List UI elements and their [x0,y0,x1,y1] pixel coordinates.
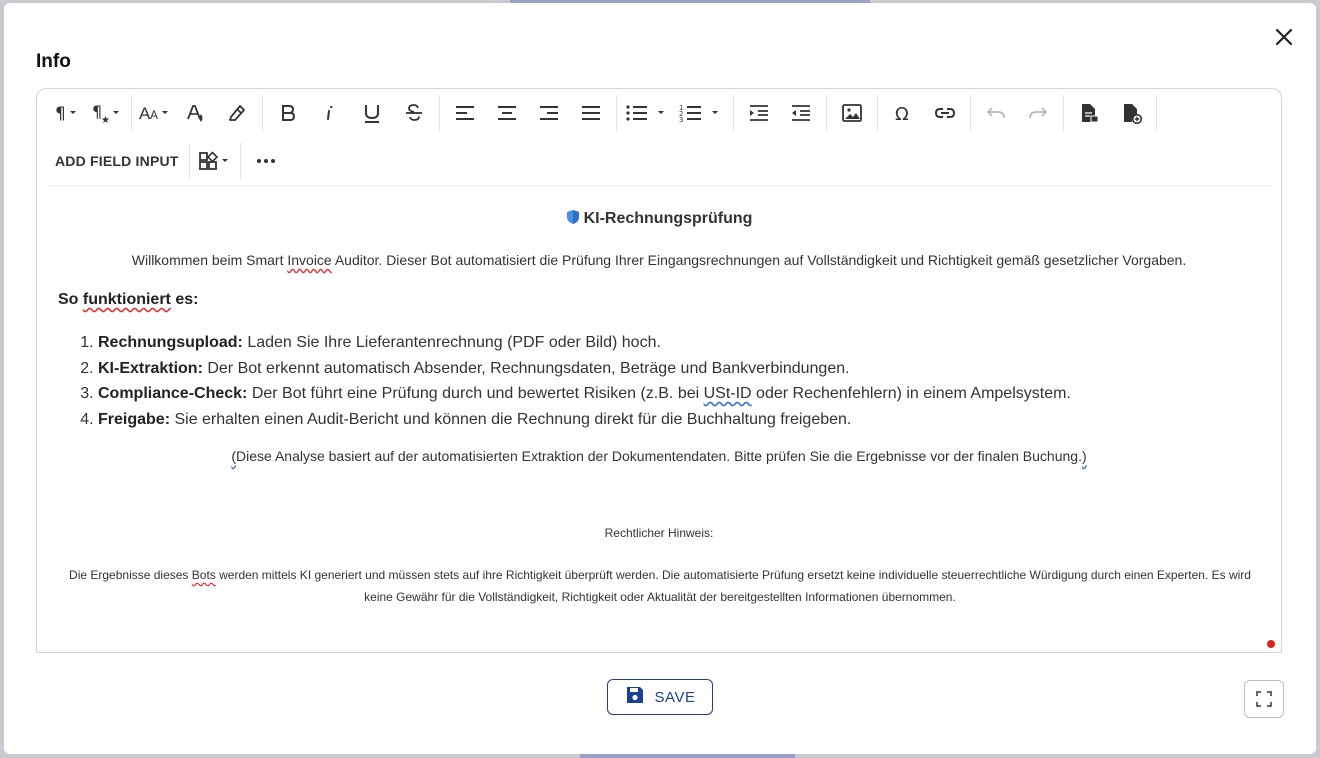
list-item [98,381,1071,407]
toolbar-separator [439,95,440,131]
shield-icon [566,209,580,230]
intro-text: Auditor. Dieser Bot automatisiert die Prüfung Ihrer Eingangsrechnungen auf Vollständigkeit und Richtigkeit gemäß gesetzlicher Vorgaben. [331,252,1187,268]
legal-title: Rechtlicher Hinweis: [604,526,714,540]
spellcheck-word: Invoice [287,252,332,268]
dialog-title: Info [36,51,71,72]
align-center-icon[interactable] [486,95,528,131]
strikethrough-icon[interactable] [393,95,435,131]
svg-text:3: 3 [679,116,684,123]
legal-text [67,564,1253,608]
step-label: Rechnungsupload: [98,334,243,351]
bold-icon[interactable] [267,95,309,131]
svg-text:A: A [139,104,151,123]
bullet-list-icon[interactable] [621,95,675,131]
special-character-icon[interactable] [882,95,924,131]
howto-text: es: [170,291,199,308]
toolbar-separator [1156,95,1157,131]
step-label: Compliance-Check: [98,385,248,402]
toolbar-separator [189,143,190,179]
add-document-icon[interactable] [1110,95,1152,131]
background-strip-bottom [580,754,795,758]
svg-text:Ω: Ω [895,104,909,123]
howto-text: So [58,291,83,308]
steps-list [58,330,1071,432]
link-icon[interactable] [924,95,966,131]
step-text: oder Rechenfehlern) in einem Ampelsystem. [751,385,1071,402]
highlight-icon[interactable] [216,95,258,131]
toolbar-separator [826,95,827,131]
font-size-icon[interactable] [136,95,176,131]
text-color-icon[interactable] [176,95,216,131]
spellcheck-word: funktioniert [82,291,171,308]
toolbar-separator [131,95,132,131]
toolbar-divider [47,185,1273,186]
analysis-note [37,448,1281,464]
toolbar-separator [1063,95,1064,131]
info-dialog [4,3,1316,754]
add-field-input-button[interactable]: ADD FIELD INPUT [55,153,179,169]
step-label: KI-Extraktion: [98,359,203,377]
intro-text: Willkommen beim Smart [131,252,288,268]
step-text: Der Bot führt eine Prüfung durch und bewertet Risiken (z.B. bei [247,385,704,402]
rich-text-editor [36,88,1282,653]
spellcheck-word: Bots [191,568,216,582]
indent-icon[interactable] [738,95,780,131]
svg-text:A: A [150,108,159,122]
fullscreen-icon[interactable] [1244,680,1284,718]
paragraph-style-icon[interactable] [87,95,127,131]
svg-text:¶: ¶ [92,102,103,121]
align-justify-icon[interactable] [570,95,612,131]
italic-icon[interactable] [309,95,351,131]
toolbar-separator [262,95,263,131]
widgets-icon[interactable] [194,143,236,179]
step-text: Laden Sie Ihre Lieferantenrechnung (PDF oder Bild) hoch. [242,334,661,351]
note-paren: ( [231,448,237,464]
svg-text:★: ★ [101,115,110,124]
toolbar-separator [970,95,971,131]
legal-text-part: Die Ergebnisse dieses [69,568,192,582]
step-label: Freigabe: [98,410,171,428]
svg-text:1: 1 [679,104,684,112]
step-text: Sie erhalten einen Audit-Bericht und können die Rechnung direkt für die Buchhaltung freigeben. [170,410,852,428]
toolbar-separator [616,95,617,131]
save-button[interactable] [607,679,713,715]
close-icon[interactable] [1272,25,1296,49]
list-item [98,356,1071,382]
note-paren: ) [1081,448,1087,464]
undo-icon[interactable] [975,95,1017,131]
more-icon[interactable] [245,143,287,179]
toolbar-row-1 [49,93,1161,133]
numbered-list-icon[interactable] [675,95,729,131]
toolbar-separator [240,143,241,179]
intro-paragraph [37,252,1281,268]
grammar-check-word: USt-ID [703,385,752,402]
content-heading [37,209,1281,230]
outdent-icon[interactable] [780,95,822,131]
toolbar-separator [733,95,734,131]
list-item [98,330,1071,356]
image-icon[interactable] [831,95,873,131]
toolbar-separator [877,95,878,131]
howto-heading [58,291,198,309]
save-label: SAVE [654,688,696,706]
svg-text:2: 2 [679,110,684,118]
redo-icon[interactable] [1017,95,1059,131]
legal-text-part: werden mittels KI generiert und müssen stets auf ihre Richtigkeit überprüft werden. Die automatisierte Prüfung ersetzt keine individuelle steuerrechtliche Würdigung durch einen Experten. Es wird keine Gewähr für die Vollständigkeit, Richtigkeit oder Aktualität der bereitgestellten Informationen übernommen. [215,568,1251,604]
svg-text:¶: ¶ [55,104,66,123]
paragraph-format-icon[interactable] [49,95,87,131]
list-item [98,407,1071,433]
floppy-disk-icon [625,685,645,709]
status-indicator-dot [1267,640,1275,648]
align-left-icon[interactable] [444,95,486,131]
toolbar-row-2 [49,141,287,181]
heading-text: KI-Rechnungsprüfung [583,210,753,227]
underline-icon[interactable] [351,95,393,131]
insert-document-icon[interactable] [1068,95,1110,131]
note-text: Diese Analyse basiert auf der automatisierten Extraktion der Dokumentendaten. Bitte prüfen Sie die Ergebnisse vor der finalen Buchung. [236,448,1082,464]
step-text: Der Bot erkennt automatisch Absender, Rechnungsdaten, Beträge und Bankverbindungen. [202,359,850,377]
align-right-icon[interactable] [528,95,570,131]
